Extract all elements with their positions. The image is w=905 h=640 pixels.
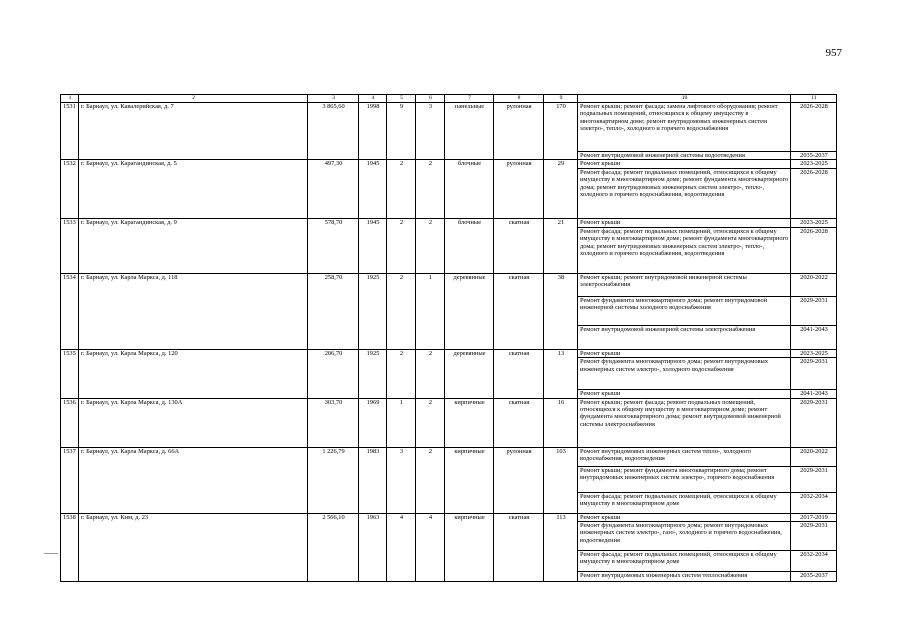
roof-type-cell: скатная [494, 349, 544, 398]
row-number-cell: 1533 [61, 218, 79, 273]
column-number-header: 2 [79, 95, 308, 103]
roof-type-cell: скатная [494, 218, 544, 273]
table-body [61, 103, 837, 582]
residents-cell: 21 [544, 218, 578, 273]
roof-type-cell: скатная [494, 398, 544, 447]
work-period-cell: 2029-2031 [791, 296, 837, 325]
roof-type-cell: скатная [494, 273, 544, 349]
address-cell: г. Барнаул, ул. Карла Маркса, д. 118 [79, 273, 308, 349]
residents-cell: 170 [544, 103, 578, 160]
column-number-header: 8 [494, 95, 544, 103]
roof-type-cell: рулонная [494, 447, 544, 513]
work-description-cell: Ремонт фундамента многоквартирного дома; ремонт внутридомовых инженерных систем электро-, холодного водоснабжения [578, 358, 791, 390]
column-number-header: 1 [61, 95, 79, 103]
row-number-cell: 1535 [61, 349, 79, 398]
area-cell: 1 226,79 [308, 447, 359, 513]
address-cell: г. Барнаул, ул. Карагандинская, д. 5 [79, 160, 308, 218]
wall-material-cell: деревянные [445, 349, 494, 398]
work-description-cell: Ремонт внутридомовой инженерной системы электроснабжения [578, 325, 791, 349]
residents-cell: 103 [544, 447, 578, 513]
work-period-cell: 2029-2031 [791, 466, 837, 492]
column-number-header: 7 [445, 95, 494, 103]
work-description-cell: Ремонт крыши [578, 349, 791, 357]
floors-cell: 2 [387, 349, 416, 398]
address-cell: г. Барнаул, ул. Карла Маркса, д. 120 [79, 349, 308, 398]
work-period-cell: 2032-2034 [791, 551, 837, 572]
wall-material-cell: деревянные [445, 273, 494, 349]
work-period-cell: 2035-2037 [791, 572, 837, 582]
work-description-cell: Ремонт фасада; ремонт подвальных помещений, относящихся к общему имуществу в многоквартирном доме; ремонт фундамента многоквартирного дома; ремонт внутридомовых инженерных систем электро-, тепло-, холодного и горячего водоснабжения, водоотведения [578, 227, 791, 273]
area-cell: 258,70 [308, 273, 359, 349]
wall-material-cell: кирпичные [445, 513, 494, 581]
wall-material-cell: кирпичные [445, 398, 494, 447]
area-cell: 2 566,10 [308, 513, 359, 581]
column-number-header: 4 [359, 95, 387, 103]
work-description-cell: Ремонт крыши; ремонт фундамента многоквартирного дома; ремонт внутридомовых инженерных систем электро-, горячего водоснабжения [578, 466, 791, 492]
work-period-cell: 2020-2022 [791, 273, 837, 296]
work-period-cell: 2041-2043 [791, 390, 837, 398]
page-number: 957 [825, 47, 842, 59]
work-description-cell: Ремонт фундамента многоквартирного дома; ремонт внутридомовых инженерных систем электро-, газо-, холодного и горячего водоснабжения, водоотведения [578, 522, 791, 551]
work-description-cell: Ремонт крыши [578, 390, 791, 398]
work-period-cell: 2026-2028 [791, 227, 837, 273]
entrances-cell: 2 [416, 447, 445, 513]
row-number-cell: 1534 [61, 273, 79, 349]
table-row [61, 349, 837, 357]
residents-cell: 38 [544, 273, 578, 349]
work-period-cell: 2029-2031 [791, 398, 837, 447]
residents-cell: 16 [544, 398, 578, 447]
table-row [61, 513, 837, 521]
address-cell: г. Барнаул, ул. Кавалерийская, д. 7 [79, 103, 308, 160]
margin-mark [44, 553, 58, 554]
entrances-cell: 2 [416, 349, 445, 398]
work-period-cell: 2026-2028 [791, 168, 837, 218]
column-number-header: 6 [416, 95, 445, 103]
work-description-cell: Ремонт крыши; ремонт внутридомовой инженерной системы электроснабжения [578, 273, 791, 296]
roof-type-cell: рулонная [494, 103, 544, 160]
year-cell: 1925 [359, 273, 387, 349]
entrances-cell: 3 [416, 103, 445, 160]
work-period-cell: 2023-2025 [791, 349, 837, 357]
floors-cell: 2 [387, 218, 416, 273]
work-period-cell: 2020-2022 [791, 447, 837, 466]
table-row [61, 273, 837, 296]
work-period-cell: 2017-2019 [791, 513, 837, 521]
floors-cell: 2 [387, 160, 416, 218]
wall-material-cell: блочные [445, 160, 494, 218]
column-number-header: 9 [544, 95, 578, 103]
work-period-cell: 2035-2037 [791, 152, 837, 160]
work-description-cell: Ремонт крыши [578, 160, 791, 168]
work-description-cell: Ремонт внутридомовых инженерных систем тепло-, холодного водоснабжения, водоотведения [578, 447, 791, 466]
row-number-cell: 1538 [61, 513, 79, 581]
area-cell: 3 865,60 [308, 103, 359, 160]
row-number-cell: 1536 [61, 398, 79, 447]
floors-cell: 1 [387, 398, 416, 447]
table-row [61, 160, 837, 168]
table-row [61, 447, 837, 466]
work-period-cell: 2029-2031 [791, 358, 837, 390]
area-cell: 497,30 [308, 160, 359, 218]
work-description-cell: Ремонт внутридомовых инженерных систем теплоснабжения [578, 572, 791, 582]
residents-cell: 113 [544, 513, 578, 581]
year-cell: 1998 [359, 103, 387, 160]
area-cell: 578,70 [308, 218, 359, 273]
work-description-cell: Ремонт крыши [578, 218, 791, 227]
year-cell: 1969 [359, 398, 387, 447]
residents-cell: 29 [544, 160, 578, 218]
work-description-cell: Ремонт фундамента многоквартирного дома; ремонт внутридомовой инженерной системы холодного водоснабжения [578, 296, 791, 325]
roof-type-cell: скатная [494, 513, 544, 581]
work-description-cell: Ремонт крыши; ремонт фасада; замена лифтового оборудования; ремонт подвальных помещений, относящихся к общему имуществу в многоквартирном доме; ремонт внутридомовых инженерных систем электро-, тепло-, холодного и горячего водоснабжения [578, 103, 791, 152]
table-row [61, 218, 837, 227]
work-period-cell: 2026-2028 [791, 103, 837, 152]
work-period-cell: 2023-2025 [791, 160, 837, 168]
repair-schedule-table [60, 94, 837, 582]
entrances-cell: 2 [416, 398, 445, 447]
year-cell: 1925 [359, 349, 387, 398]
wall-material-cell: панельные [445, 103, 494, 160]
header-row [61, 95, 837, 103]
column-number-header: 11 [791, 95, 837, 103]
floors-cell: 4 [387, 513, 416, 581]
floors-cell: 2 [387, 273, 416, 349]
work-description-cell: Ремонт фасада; ремонт подвальных помещений, относящихся к общему имуществу в многоквартирном доме [578, 492, 791, 513]
work-period-cell: 2023-2025 [791, 218, 837, 227]
entrances-cell: 2 [416, 218, 445, 273]
column-number-header: 10 [578, 95, 791, 103]
area-cell: 303,70 [308, 398, 359, 447]
work-description-cell: Ремонт фасада; ремонт подвальных помещений, относящихся к общему имуществу в многоквартирном доме [578, 551, 791, 572]
work-description-cell: Ремонт крыши; ремонт фасада; ремонт подвальных помещений, относящихся к общему имуществу в многоквартирном доме; ремонт фундамента многоквартирного дома; ремонт внутридомовой инженерной системы электроснабжения [578, 398, 791, 447]
floors-cell: 3 [387, 447, 416, 513]
address-cell: г. Барнаул, ул. Карагандинская, д. 9 [79, 218, 308, 273]
work-period-cell: 2041-2043 [791, 325, 837, 349]
residents-cell: 13 [544, 349, 578, 398]
address-cell: г. Барнаул, ул. Карла Маркса, д. 66А [79, 447, 308, 513]
work-description-cell: Ремонт фасада; ремонт подвальных помещений, относящихся к общему имуществу в многоквартирном доме; ремонт фундамента многоквартирного дома; ремонт внутридомовых инженерных систем электро-, тепло-, холодного и горячего водоснабжения, водоотведения [578, 168, 791, 218]
column-number-header: 3 [308, 95, 359, 103]
year-cell: 1963 [359, 513, 387, 581]
address-cell: г. Барнаул, ул. Ким, д. 23 [79, 513, 308, 581]
address-cell: г. Барнаул, ул. Карла Маркса, д. 130А [79, 398, 308, 447]
row-number-cell: 1532 [61, 160, 79, 218]
column-number-header: 5 [387, 95, 416, 103]
year-cell: 1945 [359, 218, 387, 273]
row-number-cell: 1531 [61, 103, 79, 160]
entrances-cell: 4 [416, 513, 445, 581]
work-description-cell: Ремонт внутридомовой инженерной системы водоотведения [578, 152, 791, 160]
table-row [61, 398, 837, 447]
table-row [61, 103, 837, 152]
entrances-cell: 2 [416, 160, 445, 218]
row-number-cell: 1537 [61, 447, 79, 513]
work-period-cell: 2029-2031 [791, 522, 837, 551]
wall-material-cell: блочные [445, 218, 494, 273]
work-period-cell: 2032-2034 [791, 492, 837, 513]
year-cell: 1983 [359, 447, 387, 513]
table-header [61, 95, 837, 103]
work-description-cell: Ремонт крыши [578, 513, 791, 521]
year-cell: 1945 [359, 160, 387, 218]
roof-type-cell: рулонная [494, 160, 544, 218]
area-cell: 206,70 [308, 349, 359, 398]
floors-cell: 9 [387, 103, 416, 160]
wall-material-cell: кирпичные [445, 447, 494, 513]
entrances-cell: 1 [416, 273, 445, 349]
